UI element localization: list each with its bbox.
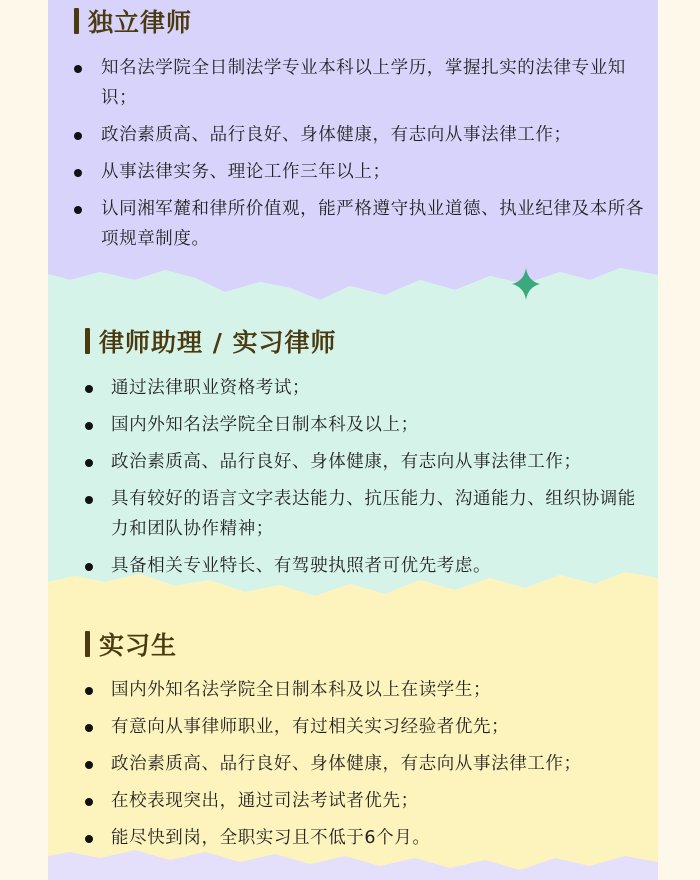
list-item: 国内外知名法学院全日制本科及以上； [111,410,651,440]
list-item: 在校表现突出，通过司法考试者优先； [111,786,651,816]
section-title-text: 实习生 [99,631,178,660]
bullet-icon [85,724,93,732]
list-item: 政治素质高、品行良好、身体健康，有志向从事法律工作； [101,120,646,150]
list-item: 通过法律职业资格考试； [111,373,651,403]
list-item: 认同湘军麓和律所价值观，能严格遵守执业道德、执业纪律及本所各项规章制度。 [101,194,646,254]
bullet-icon [85,459,93,467]
bullet-icon [74,132,82,140]
title-bar-icon [74,8,79,34]
bullet-icon [74,65,82,73]
section-title-text: 律师助理 / 实习律师 [99,328,337,357]
title-bar-icon [85,631,90,657]
list-item: 从事法律实务、理论工作三年以上； [101,157,646,187]
requirement-list [48,675,651,853]
bullet-icon [85,385,93,393]
list-item: 政治素质高、品行良好、身体健康，有志向从事法律工作； [111,447,651,477]
list-item: 国内外知名法学院全日制本科及以上在读学生； [111,675,651,705]
bullet-icon [85,496,93,504]
bullet-icon [85,687,93,695]
bullet-icon [85,761,93,769]
bullet-icon [85,798,93,806]
bullet-icon [85,835,93,843]
section-title-text: 独立律师 [88,8,193,37]
list-item: 有意向从事律师职业，有过相关实习经验者优先； [111,712,651,742]
bullet-icon [74,169,82,177]
section-intern [48,626,658,853]
list-item: 能尽快到岗，全职实习且不低于6个月。 [111,823,651,853]
section-independent-lawyer [48,3,658,254]
title-bar-icon [85,328,90,354]
section-assistant-trainee [48,323,658,581]
section-title [48,323,658,359]
bullet-icon [74,206,82,214]
list-item: 知名法学院全日制法学专业本科以上学历，掌握扎实的法律专业知识； [101,53,646,113]
bullet-icon [85,422,93,430]
bullet-icon [85,563,93,571]
requirement-list [48,373,651,581]
requirement-list [48,53,646,254]
list-item: 具备相关专业特长、有驾驶执照者可优先考虑。 [111,551,651,581]
section-title [48,626,658,662]
list-item: 政治素质高、品行良好、身体健康，有志向从事法律工作； [111,749,651,779]
list-item: 具有较好的语言文字表达能力、抗压能力、沟通能力、组织协调能力和团队协作精神； [111,484,651,544]
section-title [48,3,658,39]
